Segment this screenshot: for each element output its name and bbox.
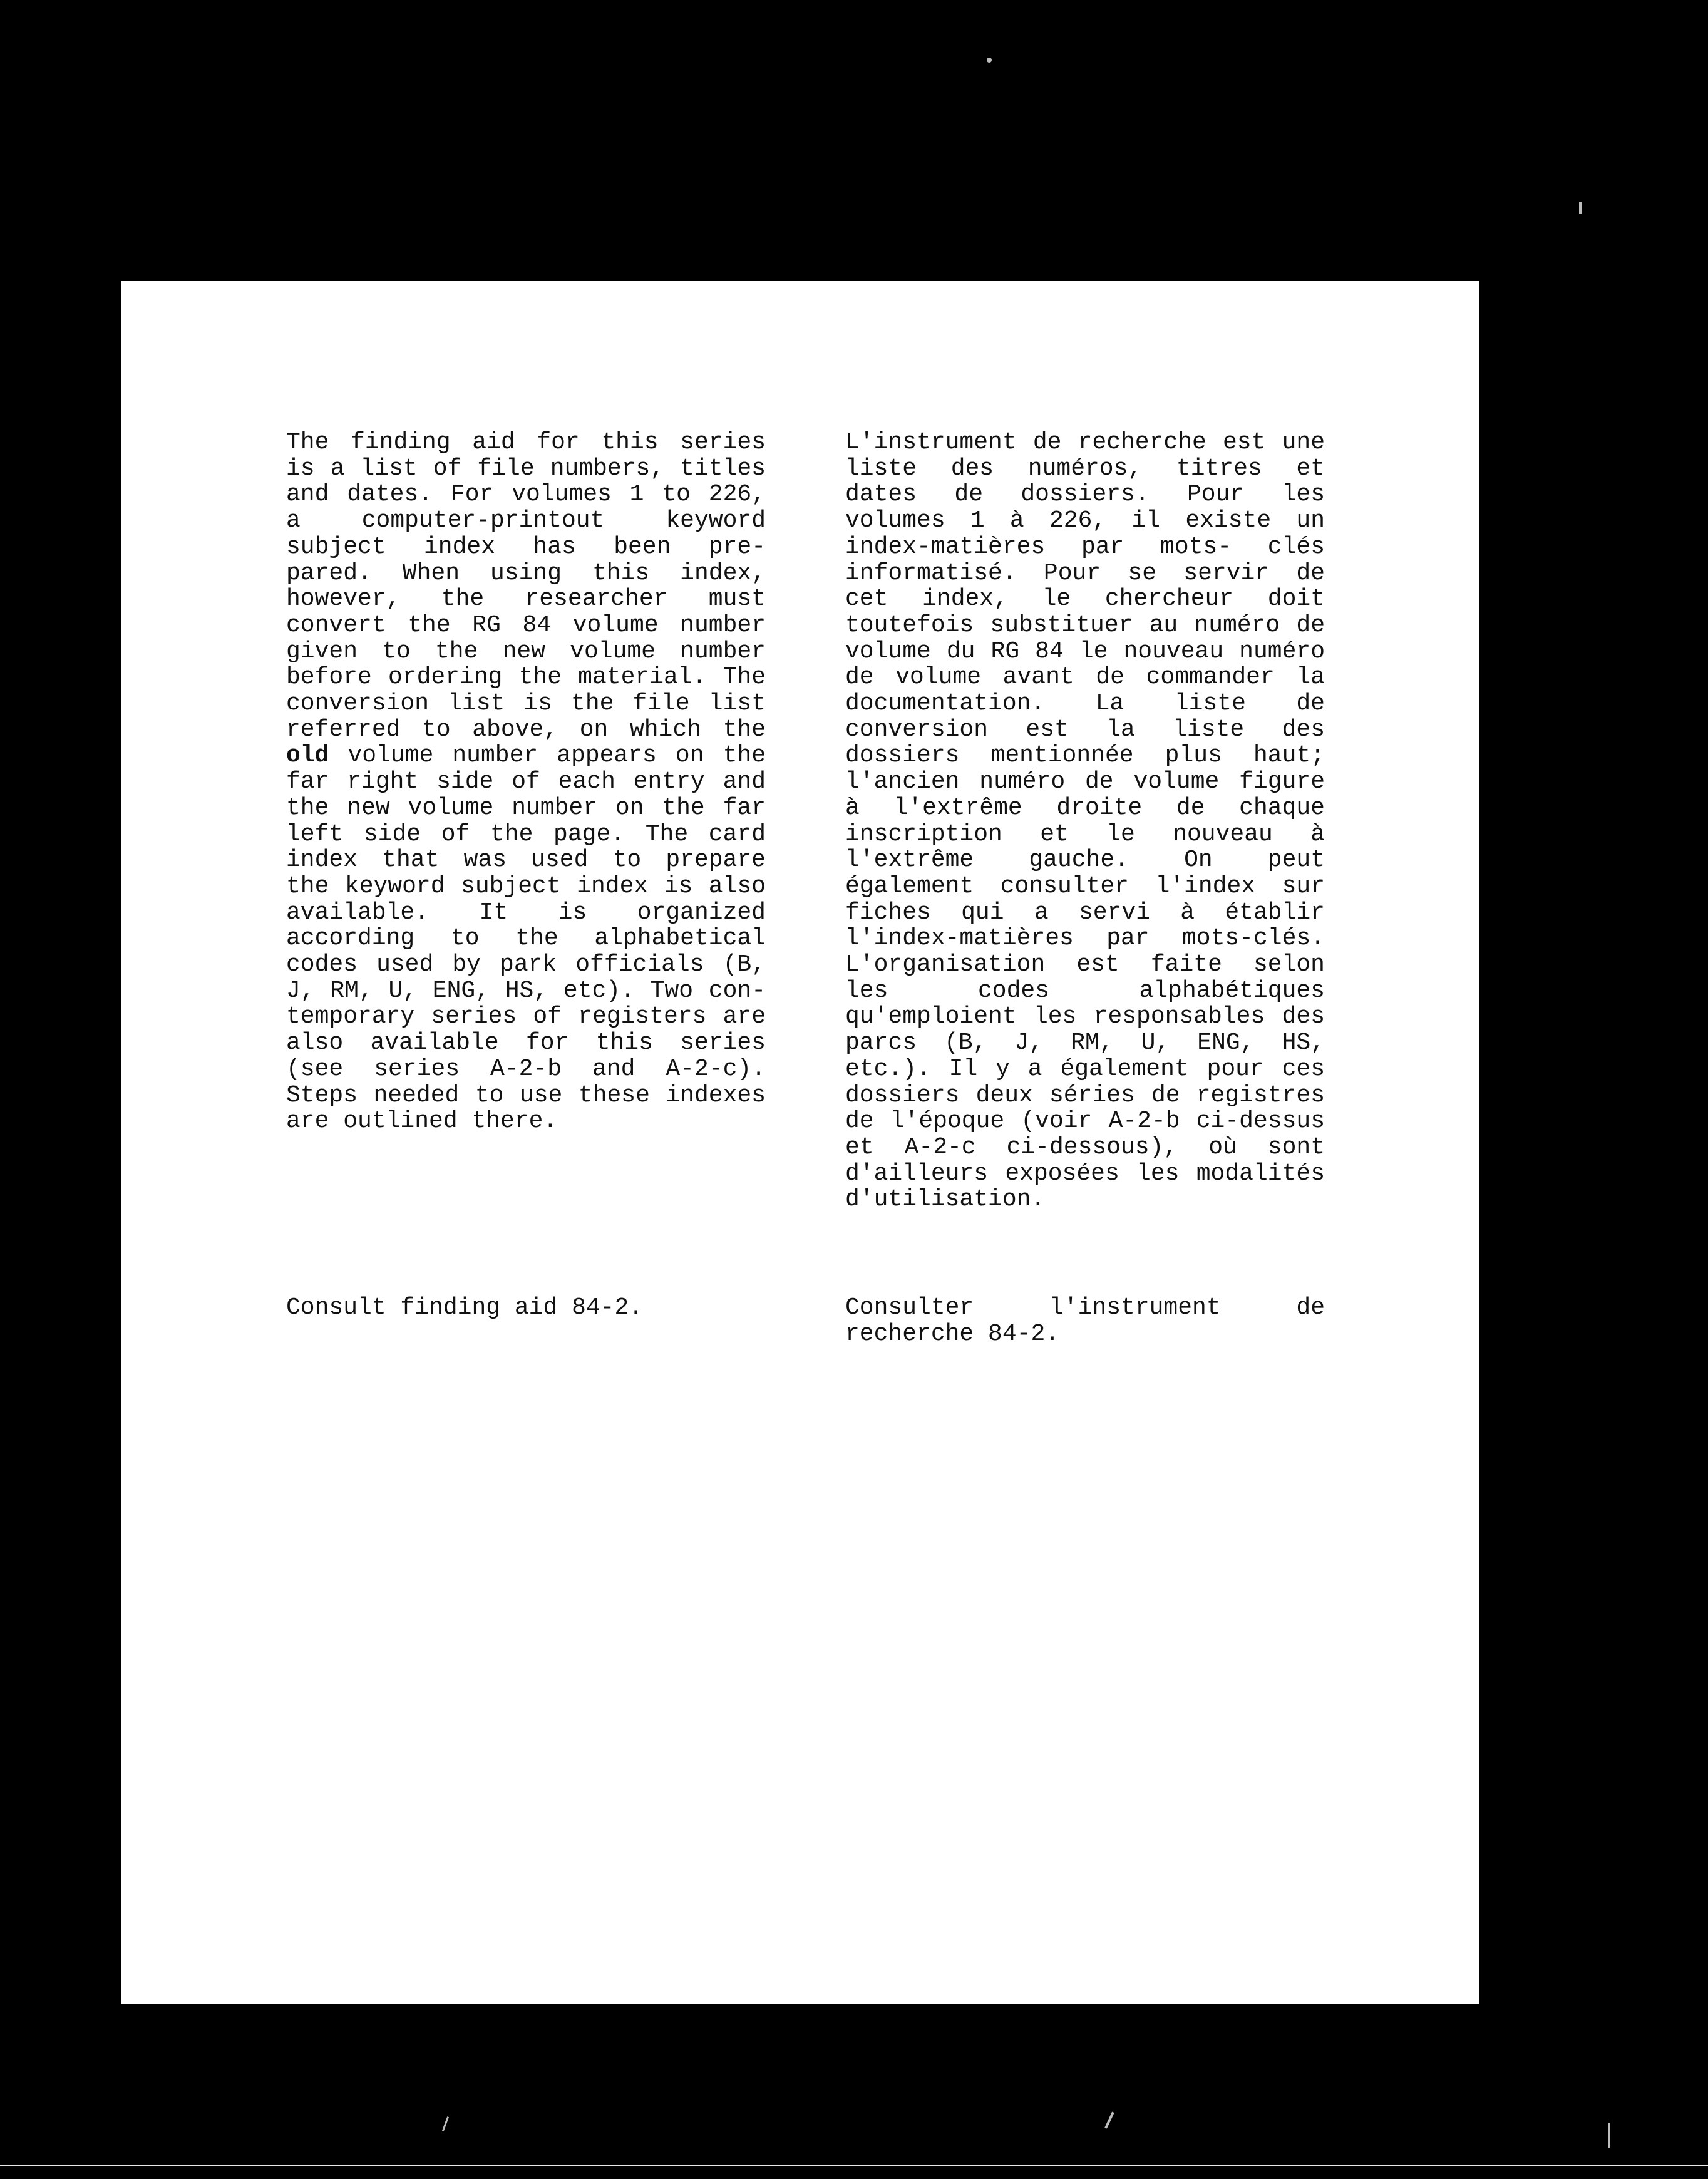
english-text-part1: The finding aid for this series is a list of file numbers, titles and dates. For volumes 1 to 226, a computer-printout keyword subject index has been pre- pared. When using this index, however, the researcher must convert the RG 84 volume number given to the new volume number before ordering the material. The conversion list is the file list referred to above, on which the [286,429,766,743]
english-text-part2: volume number appears on the far right side of each entry and the new volume number on the far left side of the page. The card index that was used to prepare the keyword subject index is also available. It is organized according to the alphabetical codes used by park officials (B, J, RM, U, ENG, HS, etc). Two con- temporary series of registers are also available for this series (see series A-2-b and A-2-c). Steps needed to use these indexes are outlined there. [286,742,766,1135]
scan-bottom-edge [0,2165,1708,2166]
english-emphasis-old: old [286,742,329,770]
dust-speck [987,58,992,63]
dust-speck [1608,2123,1610,2148]
french-paragraph: L'instrument de recherche est une liste des numéros, titres et dates de dossiers. Pour les volumes 1 à 226, il existe un index-matières par mots- clés informatisé. Pour se servir de cet index, le chercheur doit toutefois substituer au numéro de volume du RG 84 le nouveau numéro de volume avant de commander la documentation. La liste de conversion est la liste des dossiers mentionnée plus haut; l'ancien numéro de volume figure à l'extrême droite de chaque inscription et le nouveau à l'extrême gauche. On peut également consulter l'index sur fiches qui a servi à établir l'index-matières par mots-clés. L'organisation est faite selon les codes alphabétiques qu'emploient les responsables des parcs (B, J, RM, U, ENG, HS, etc.). Il y a également pour ces dossiers deux séries de registres de l'époque (voir A-2-b ci-dessus et A-2-c ci-dessous), où sont d'ailleurs exposées les modalités d'utilisation. [845,429,1325,1213]
document-page [121,281,1479,2004]
french-consult-line: Consulter l'instrument de recherche 84-2. [845,1294,1325,1347]
dust-speck [1104,2111,1114,2128]
english-paragraph [286,430,766,1135]
dust-speck [442,2116,449,2131]
english-consult-line: Consult finding aid 84-2. [286,1294,644,1321]
dust-speck [1579,202,1582,214]
